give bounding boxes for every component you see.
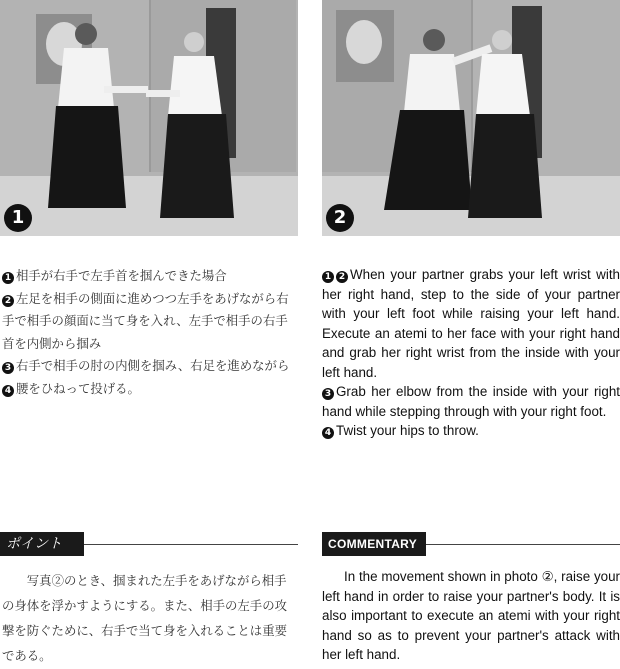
japanese-steps xyxy=(2,265,298,400)
commentary-heading: COMMENTARY xyxy=(322,532,426,556)
jp-step-2 xyxy=(2,288,298,356)
step-badge: 1 xyxy=(2,272,14,284)
step-badge: 3 xyxy=(322,388,334,400)
commentary-text: In the movement shown in photo ②, raise your left hand in order to raise your partner's body. It is also important to execute an atemi with your right hand so as to prevent your partner's attack with her left hand. xyxy=(322,569,620,662)
en-step-3-text: Grab her elbow from the inside with your right hand while stepping through with your right foot. xyxy=(322,384,620,419)
step-badge: 1 xyxy=(322,271,334,283)
point-heading: ポイント xyxy=(0,532,84,556)
point-heading-rule xyxy=(84,544,298,545)
photo-2-number: 2 xyxy=(326,204,354,232)
photo-2 xyxy=(322,0,620,236)
jp-step-3 xyxy=(2,355,298,378)
en-step-1-2 xyxy=(322,265,620,382)
en-step-3 xyxy=(322,382,620,421)
step-badge: 2 xyxy=(2,295,14,307)
jp-step-2-text: 左足を相手の側面に進めつつ左手をあげながら右手で相手の顔面に当て身を入れ、左手で相手の右手首を内側から掴み xyxy=(2,290,289,351)
en-step-1-2-text: When your partner grabs your left wrist with her right hand, step to the side of your partner with your left foot while raising your left hand. Execute an atemi to her face with your right hand and grab her right wrist from the inside with your left hand. xyxy=(322,267,620,380)
step-badge: 2 xyxy=(336,271,348,283)
english-steps xyxy=(322,265,620,441)
jp-step-3-text: 右手で相手の肘の内側を掴み、右足を進めながら xyxy=(16,358,290,373)
jp-step-4-text: 腰をひねって投げる。 xyxy=(16,380,140,396)
jp-step-1 xyxy=(2,265,298,288)
en-step-4-text: Twist your hips to throw. xyxy=(336,423,479,438)
step-badge: 3 xyxy=(2,362,14,374)
step-badge: 4 xyxy=(322,427,334,439)
photo-1-illustration xyxy=(0,0,298,236)
jp-step-4 xyxy=(2,378,298,401)
jp-step-1-text: 相手が右手で左手首を掴んできた場合 xyxy=(16,268,227,283)
step-badge: 4 xyxy=(2,385,14,397)
photo-1 xyxy=(0,0,298,236)
commentary-heading-rule xyxy=(426,544,620,545)
en-step-4 xyxy=(322,421,620,441)
photo-1-number: 1 xyxy=(4,204,32,232)
point-text: 写真②のとき、掴まれた左手をあげながら相手の身体を浮かすようにする。また、相手の左手の攻撃を防ぐために、右手で当て身を入れることは重要である。 xyxy=(2,573,287,663)
photo-2-illustration xyxy=(322,0,620,236)
